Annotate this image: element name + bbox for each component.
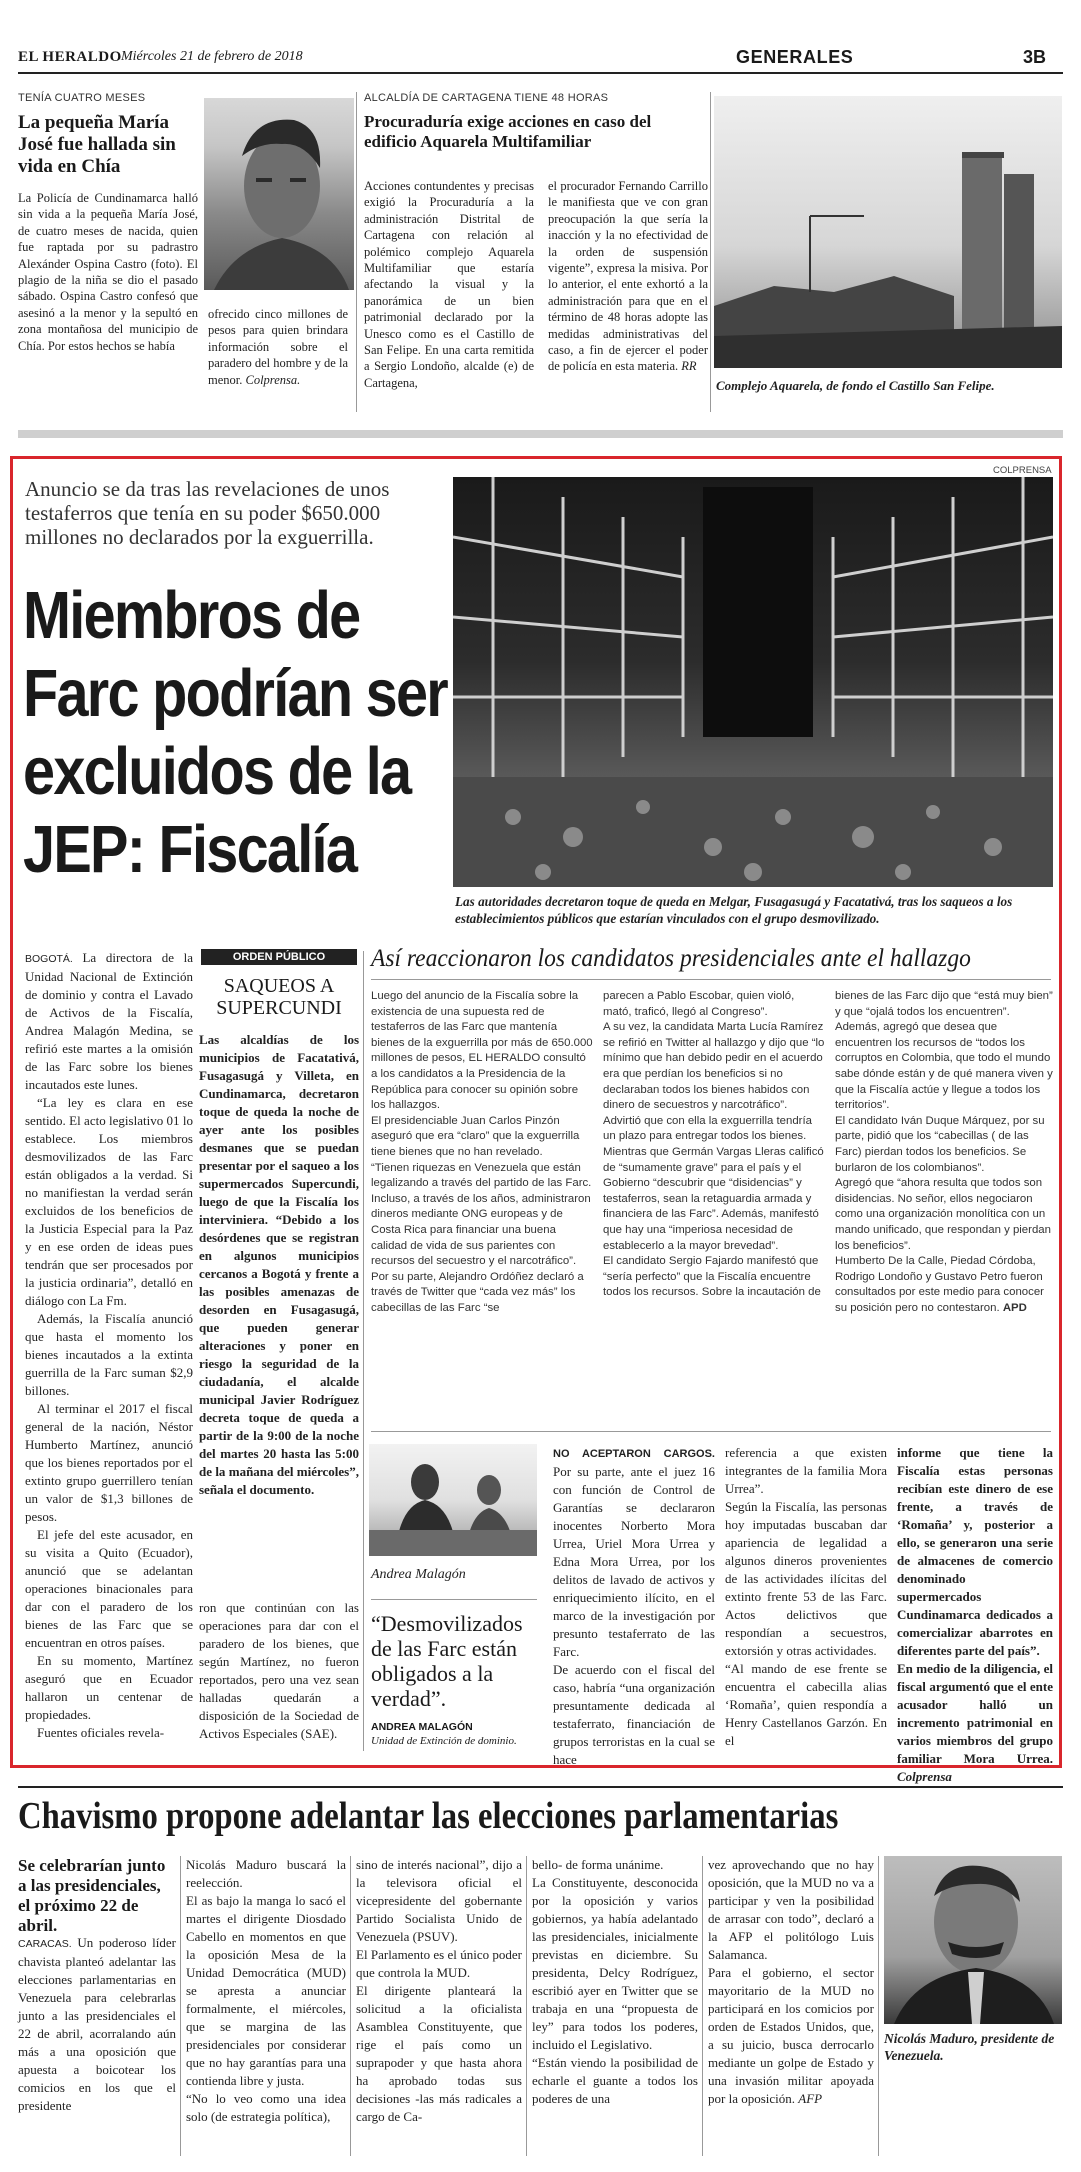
main-col2-tail: ron que continúan con las operaciones para dar con el paradero de los bienes, que según Martínez, no fueron reportados, pero una vez sean halladas quedarán a disposición de la Sociedad de Activos Especiales (SAE).: [199, 1600, 359, 1741]
main-col1: [25, 949, 193, 1742]
main-col1-p3: Al terminar el 2017 el fiscal general de la nación, Néstor Humberto Martínez, anunció que los bienes reportados por el extinto grupo guerrillero tenían un valor de $1,3 billones de pesos.: [25, 1401, 193, 1524]
story2-kicker: ALCALDÍA DE CARTAGENA TIENE 48 HORAS: [364, 92, 609, 104]
main-col1-p4: El jefe del este acusador, en su visita a Quito (Ecuador), anunció que se adelantan operaciones binacionales para dar con el paradero de los bienes de las Farc que se encuentran en otros países.: [25, 1527, 193, 1650]
story3-deck: Se celebrarían junto a las presidenciales, el próximo 22 de abril.: [18, 1856, 166, 1935]
suspect-photo-art: [204, 98, 354, 290]
box-title: SAQUEOS A SUPERCUNDI: [216, 975, 342, 1019]
maduro-photo-art: [884, 1856, 1062, 2024]
story1-col2-text: ofrecido cinco millones de pesos para quien brindara información sobre el paradero del hombre y de la menor.: [208, 307, 348, 387]
story2-credit: RR: [681, 359, 697, 374]
sidebar-box-saqueos: [199, 949, 359, 1497]
reaction-col3: [835, 989, 1055, 1316]
main-col1-p5: En su momento, Martínez aseguró que en Ecuador hallaron un centenar de propiedades.: [25, 1653, 193, 1722]
story-baby-chia: [18, 84, 348, 414]
lower-col1-text: Por su parte, ante el juez 16 con función de Control de Garantías se declararon inocentes Norberto Mora Urrea, Uriel Mora Urrea y Edna Mora Urrea, por los delitos de lavado de activos y enriquecimiento ilícito, en el marco de la investigación por presunto testaferrato de las Farc. De acuerdo con el fiscal del caso, habría “una organización presuntamente dedicada al testaferrato, financiación de grupos terroristas en la cual se hace: [553, 1464, 715, 1767]
aquarela-photo: [714, 96, 1062, 368]
reaction-headline: Así reaccionaron los candidatos presidenciales ante el hallazgo: [371, 945, 971, 972]
main-dateline: BOGOTÁ.: [25, 953, 73, 965]
main-deck: Anuncio se da tras las revelaciones de unos testaferros que tenía en su poder $650.000 millones no declarados por la exguerrilla.: [25, 477, 390, 549]
lower-col2: referencia a que existen integrantes de la familia Mora Urrea”. Según la Fiscalía, las personas hoy imputadas buscaban dar apariencia de legalidad a algunos dineros provenientes de las actividades ilícitas del extinto frente 53 de las Farc. Actos delictivos que respondían a secuestros, extorsión y otras actividades. “Al mando de ese frente se encuentra el cabecilla alias ‘Romaña’, quien respondía a Henry Castellanos Garzón. En el: [725, 1445, 887, 1748]
main-story-frame: [10, 456, 1062, 1784]
column-rule: [710, 92, 711, 412]
reaction-col2: parecen a Pablo Escobar, quien violó, mató, traficó, llegó al Congreso”. A su vez, la candidata Marta Lucía Ramírez se refirió en Twitter al hallazgo y dijo que “lo mínimo que han debido pedir en el acuerdo era que perdían los beneficios si no declaraban todos los bienes habidos con dinero de secuestros y narcotráfico”. Advirtió que con ella la exguerrilla tendría un plazo para entregar todos los bienes. Mientras que Germán Vargas Lleras calificó de “sumamente grave” para el país y el Gobierno “descubrir que “disidencias” y testaferros, sean la retaguardia armada y financiera de las Farc”. Además, manifestó que hay una “imperiosa necesidad de establecerlo a la mayor brevedad”. El candidato Sergio Fajardo manifestó que “sería perfecto” que la Fiscalía encuentre todos los recursos. Sobre la incautación de: [603, 990, 825, 1299]
lower-col1: [553, 1444, 715, 1769]
main-col1-p2: Además, la Fiscalía anunció que hasta el momento los bienes incautados a la extinta guerrilla de la Farc suman $2,9 billones.: [25, 1311, 193, 1398]
column-rule: [363, 951, 364, 1751]
reaction-signature: APD: [1002, 1301, 1027, 1314]
quote-rule: [371, 1599, 537, 1600]
column-rule: [526, 1856, 527, 2156]
story1-col1: La Policía de Cundinamarca halló sin vida a la pequeña María José, de cuatro meses de nacida, quien fue raptada por su padrastro Alexánder Ospina Castro (foto). El plagio de la niña se dio el pasado sábado. Ospina Castro confesó que asesinó a la menor y la sepultó en zona montañosa del municipio de Chía. Por estos hechos se había: [18, 191, 198, 353]
story3-top-rule: [18, 1786, 1063, 1788]
story3-col4: bello- de forma unánime. La Constituyente, desconocida por la oposición y varios gobiernos, ya había adelantado las presidenciales, inicialmente previstas en diciembre. Su presidenta, Delcy Rodríguez, escribió ayer en Twitter que se trabaja en una “propuesta de ley” para todos los poderes, incluido el Legislativo. “Están viendo la posibilidad de echarle el guante a todos los poderes de una: [532, 1857, 698, 2106]
main-photo-credit: COLPRENSA: [993, 465, 1052, 476]
story3-col1-text: Un poderoso líder chavista planteó adelantar las elecciones parlamentarias en Venezuela para celebrarlas junto a las presidenciales el 22 de abril, acorralando aún más a una oposición que apuesta a boicotear los comicios en los que el presidente: [18, 1935, 176, 2113]
story3-col3: sino de interés nacional”, dijo a la televisora oficial el vicepresidente del gobernante Partido Socialista Unido de Venezuela (PSUV). El Parlamento es el único poder que controla la MUD. El dirigente planteará la solicitud a la oficialista Asamblea Constituyente, que rige el país como un suprapoder y que hasta ahora ha aprobado todas sus decisiones -las más radicales a cargo de Ca-: [356, 1857, 522, 2124]
lower-col3-credit: Colprensa: [897, 1769, 952, 1784]
story1-headline: La pequeña María José fue hallada sin vida en Chía: [18, 112, 176, 177]
looted-store-photo: [453, 477, 1053, 887]
story3-headline: Chavismo propone adelantar las elecciones parlamentarias: [18, 1795, 839, 1837]
story2-col2: [548, 178, 708, 375]
story2-col2-text: el procurador Fernando Carrillo le manifiesta que ve con gran preocupación la que sería la inacción y la no efectividad de la orden de suspensión vigente”, expresa la misiva. Por lo anterior, el ente exhortó a la administración para que en el término de 48 horas adopte las medidas administrativas del caso, a fin de ejercer el poder de policía en esta materia.: [548, 179, 708, 374]
story1-col2: [208, 306, 348, 388]
story3-col5: [708, 1856, 874, 2108]
looted-store-art: [453, 477, 1053, 887]
story1-credit: Colprensa.: [245, 372, 301, 387]
page-number: 3B: [1023, 47, 1047, 67]
section-name: GENERALES: [736, 47, 854, 67]
quote-name: ANDREA MALAGÓN: [371, 1721, 473, 1733]
story1-kicker: TENÍA CUATRO MESES: [18, 92, 146, 104]
aquarela-photo-caption: Complejo Aquarela, de fondo el Castillo San Felipe.: [716, 378, 995, 393]
maduro-photo: [884, 1856, 1062, 2024]
story3-credit: AFP: [798, 2091, 823, 2106]
column-rule: [356, 92, 357, 412]
header-rule: [18, 72, 1063, 74]
story3-dateline: CARACAS.: [18, 1938, 72, 1950]
reaction-col1: Luego del anuncio de la Fiscalía sobre la existencia de una supuesta red de testaferros de las Farc que mantenía bienes de la exguerrilla por más de 650.000 millones de pesos, EL HERALDO consultó a los candidatos a la Presidencia de la República para conocer su opinión sobre los hallazgos. El presidenciable Juan Carlos Pinzón aseguró que era “claro” que la exguerrilla tiene bienes que no han revelado. “Tienen riquezas en Venezuela que están legalizando a través del partido de las Farc. Incluso, a través de los años, administraron dineros mediante ONG europeas y de Costa Rica para financiar una buena calidad de vida de sus parientes con recursos del secuestro y el narcotráfico”. Por su parte, Alejandro Ordóñez declaró a través de Twitter que “cada vez más” los cabecillas de las Farc “se: [371, 990, 593, 1314]
lower-col3: [897, 1444, 1053, 1786]
main-photo-caption: Las autoridades decretaron toque de queda en Melgar, Fusagasugá y Facatativá, tras los saqueos a los establecimientos públicos que estarían vinculados con el grupo desmovilizado.: [455, 894, 1013, 926]
column-rule: [180, 1856, 181, 2156]
story-divider: [18, 430, 1063, 438]
malagon-photo-art: [369, 1444, 537, 1556]
suspect-photo: [204, 98, 354, 290]
story2-headline: Procuraduría exige acciones en caso del edificio Aquarela Multifamiliar: [364, 112, 652, 151]
main-headline: Miembros de Farc podrían ser excluidos de la JEP: Fiscalía: [23, 578, 447, 887]
issue-date: Miércoles 21 de febrero de 2018: [121, 49, 303, 64]
story-aquarela: [364, 84, 1064, 414]
main-col1-lead: La directora de la Unidad Nacional de Extinción de dominio y contra el Lavado de Activos de la Fiscalía, Andrea Malagón Medina, se refirió este martes a la omisión de las Farc sobre los bienes incautados este lunes.: [25, 950, 193, 1092]
box-text: Las alcaldías de los municipios de Facatativá, Fusagasugá y Villeta, en Cundinamarca, decretaron toque de queda la noche de ayer ante los posibles desmanes que se puedan presentar por el saqueo a los supermercados Supercundi, luego de que la Fiscalía los interviniera. “Debido a los desórdenes que se registran en algunos municipios cercanos a Bogotá y frente a las posibles amenazas de desorden en Fusagasugá, que pueden generar alteraciones y poner en riesgo la seguridad de la ciudadanía, el alcalde municipal Javier Rodríguez decreta toque de queda a partir de la 9:00 de la noche del martes 20 hasta las 5:00 de la mañana del miércoles”, señala el documento.: [199, 1032, 359, 1497]
lower-col1-lead: NO ACEPTARON CARGOS.: [553, 1448, 715, 1460]
main-col1-p1: “La ley es clara en ese sentido. El acto legislativo 01 lo establece. Los miembros desmovilizados de las Farc están obligados a la verdad. Si no manifiestan la verdad serán excluidos de los beneficios de la Justicia Especial para la Paz y en ese orden de ideas pues tendrán que ser procesados por la justicia ordinaria”, detalló en diálogo con La Fm.: [25, 1095, 193, 1308]
reaction-bottom-rule: [371, 1431, 1051, 1432]
quote: “Desmovilizados de las Farc están obligados a la verdad”.: [371, 1611, 523, 1711]
malagon-photo: [369, 1444, 537, 1556]
story3-col1: [18, 1934, 176, 2115]
main-col1-p6: Fuentes oficiales revela-: [37, 1725, 165, 1740]
story3-col2: Nicolás Maduro buscará la reelección. El as bajo la manga lo sacó el martes el dirigente Diosdado Cabello en momentos en que la oposición Mesa de la Unidad Democrática (MUD) se apresta a anunciar formalmente, el miércoles, que se margina de las presidenciales por considerar que no hay garantías para una contienda libre y justa. “No lo veo como una idea solo (de estrategia política),: [186, 1857, 346, 2124]
quote-role: Unidad de Extinción de dominio.: [371, 1735, 517, 1747]
lower-col3-text: informe que tiene la Fiscalía estas personas recibían este dinero de ese frente, a través de ‘Romaña’ y, posterior a ello, se generaron una serie de almacenes de comercio denominado supermercados Cundinamarca dedicados a comercializar abarrotes en diferentes parte del país”. En medio de la diligencia, el fiscal argumentó que el ente acusador halló un incremento patrimonial en varios miembros del grupo familiar Mora Urrea.: [897, 1445, 1053, 1766]
story2-col1: Acciones contundentes y precisas exigió la Procuraduría a la administración Distrital de Cartagena con relación al polémico complejo Aquarela Multifamiliar que estaría afectando la visual y la panorámica de un bien patrimonial declarado por la Unesco como es el Castillo de San Felipe. En una carta remitida a Sergio Londoño, alcalde (e) de Cartagena,: [364, 179, 534, 390]
masthead: EL HERALDO: [18, 49, 122, 65]
masthead-bar: [18, 44, 1063, 74]
box-kicker: ORDEN PÚBLICO: [201, 949, 357, 965]
column-rule: [878, 1856, 879, 2156]
story3-col5-text: vez aprovechando que no hay oposición, que la MUD no va a participar y ven la posibilidad de arrasar con todo”, declaró a la AFP el politólogo Luis Salamanca. Para el gobierno, el sector mayoritario de la MUD no participará en los comicios por orden de Estados Unidos, que, a su juicio, busca derrocarlo mediante un golpe de Estado y una invasión militar apoyada por la oposición.: [708, 1857, 874, 2106]
malagon-caption: Andrea Malagón: [371, 1567, 466, 1582]
reaction-rule: [371, 979, 1051, 980]
aquarela-photo-art: [714, 96, 1062, 368]
maduro-caption: Nicolás Maduro, presidente de Venezuela.: [884, 2031, 1055, 2063]
reaction-col3-text: bienes de las Farc dijo que “está muy bien” y que “ojalá todos los encuentren”. Además, agregó que desea que encuentren los recursos de “todos los corruptos en Colombia, que todo el mundo sabe dónde están y de qué manera viven y que la Fiscalía actúe y llegue a todos los territorios”. El candidato Iván Duque Márquez, por su parte, pidió que los “cabecillas ( de las Farc) pierdan todos los beneficios. Se burlaron de los colombianos”. Agregó que “ahora resulta que todos son disidencias. No señor, ellos negociaron como una organización monolítica con un mando unificado, que respondan y pierdan los beneficios”. Humberto De la Calle, Piedad Córdoba, Rodrigo Londoño y Gustavo Petro fueron consultados por este medio para conocer su posición pero no contestaron.: [835, 990, 1053, 1314]
column-rule: [702, 1856, 703, 2156]
column-rule: [350, 1856, 351, 2156]
